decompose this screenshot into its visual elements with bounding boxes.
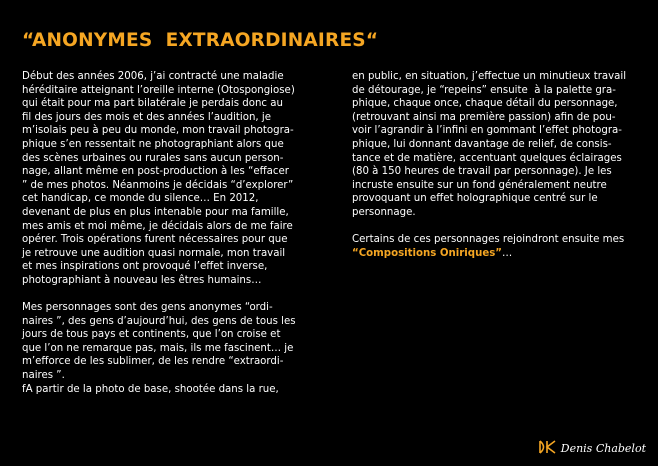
text-line: ” de mes photos. Néanmoins je décidais “d’explorer” [22, 179, 294, 191]
text-line: mes amis et moi même, je décidais alors de me faire [22, 220, 293, 232]
text-line: naires ”, des gens d’aujourd’hui, des gens de tous les [22, 315, 296, 327]
text-line: Début des années 2006, j’ai contracté une maladie [22, 71, 284, 82]
text-line: tance et de matière, accentuant quelques éclairages [352, 152, 622, 164]
text-line: qui était pour ma part bilatérale je perdais donc au [22, 98, 283, 110]
text-line: m’isolais peu à peu du monde, mon travail photogra- [22, 125, 294, 137]
dk-monogram-icon [538, 439, 558, 458]
text-line: (80 à 150 heures de travail par personnage). Je les [352, 166, 612, 178]
text-line: cet handicap, ce monde du silence… En 2012, [22, 193, 259, 205]
text-line: opérer. Trois opérations furent nécessaires pour que [22, 234, 288, 246]
text-line: phique, chaque once, chaque détail du personnage, [352, 98, 618, 110]
text-line: phique, lui donnant davantage de relief, de consis- [352, 138, 612, 150]
text-line: jours de tous pays et continents, que l’on croise et [22, 329, 281, 341]
text-line: naires ”. [22, 370, 65, 382]
text-line: provoquant un effet holographique centré sur le [352, 193, 598, 205]
right-text-column [352, 70, 644, 260]
text-line: et mes inspirations ont provoqué l’effet inverse, [22, 261, 268, 273]
text-line: de détourage, je “repeins” ensuite à la palette gra- [352, 84, 616, 96]
text-line: devenant de plus en plus intenable pour ma famille, [22, 206, 289, 218]
text-line: photographiant à nouveau les êtres humains… [22, 274, 262, 286]
text-line: personnage. [352, 206, 416, 218]
text-line: que l’on ne remarque pas, mais, ils me fascinent… je [22, 342, 294, 354]
closing-highlight-line [352, 247, 644, 261]
text-line: en public, en situation, j’effectue un minutieux travail [352, 71, 627, 82]
left-text-column [22, 70, 327, 396]
text-line: des scènes urbaines ou rurales sans aucun person- [22, 152, 284, 164]
text-line: fA partir de la photo de base, shootée dans la rue, [22, 383, 279, 395]
text-line: (retrouvant ainsi ma première passion) afin de pou- [352, 111, 616, 123]
text-line: nage, allant même en post-production à les “effacer [22, 166, 289, 178]
signature-text: Denis Chabelot [560, 442, 646, 455]
text-line: m’efforce de les sublimer, de les rendre “extraordi- [22, 356, 284, 368]
paragraph-gap [22, 288, 327, 302]
compositions-oniriques-link: “Compositions Oniriques” [352, 247, 502, 259]
text-line: Mes personnages sont des gens anonymes “ordi- [22, 302, 273, 314]
text-line: phique s’en ressentait ne photographiant alors que [22, 138, 284, 150]
text-line: fil des jours des mois et des années l’audition, je [22, 111, 272, 123]
paragraph-gap [352, 220, 644, 234]
page-title: “ANONYMES EXTRAORDINAIRES“ [22, 30, 379, 51]
text-line: voir l’agrandir à l’infini en gommant l’effet photogra- [352, 125, 622, 137]
closing-line: Certains de ces personnages rejoindront ensuite mes [352, 234, 625, 246]
signature [538, 439, 646, 458]
text-line: héréditaire atteignant l’oreille interne (Otospongiose) [22, 84, 295, 96]
text-line: incruste ensuite sur un fond généralement neutre [352, 179, 607, 191]
ellipsis: … [502, 247, 513, 259]
text-line: je retrouve une audition quasi normale, mon travail [22, 247, 286, 259]
